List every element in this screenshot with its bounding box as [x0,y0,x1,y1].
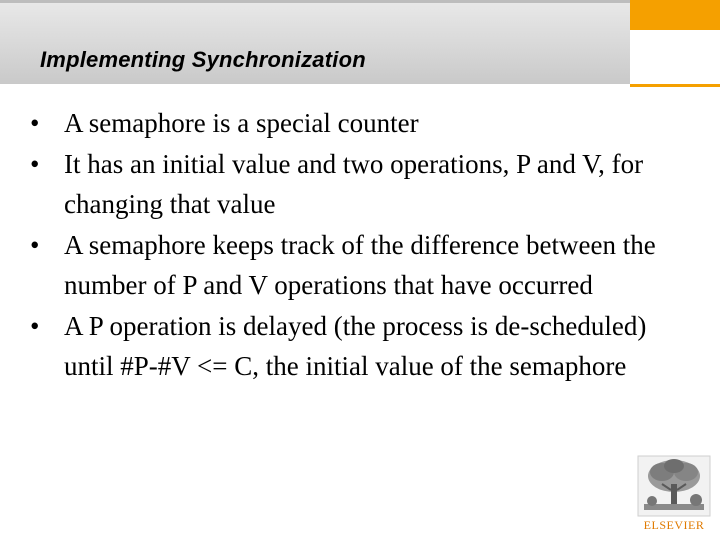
bullet-item-1 [30,103,670,144]
elsevier-tree-icon [636,454,712,518]
slide-title: Implementing Synchronization [40,47,366,72]
bullet-dot: • [30,108,40,138]
bullet-text: A P operation is delayed (the process is de-scheduled) until #P-#V <= C, the initial value of the semaphore [64,310,647,381]
bullet-text: It has an initial value and two operations, P and V, for changing that value [64,148,644,219]
bullet-dot: • [30,310,40,341]
bullet-item-4 [30,306,670,387]
orange-accent-block [630,0,720,30]
bullet-item-3 [30,225,670,306]
bullet-text: A semaphore is a special counter [64,108,419,138]
bullet-dot: • [30,229,40,260]
elsevier-wordmark: ELSEVIER [643,518,705,532]
bullet-text: A semaphore keeps track of the difference between the number of P and V operations that have occurred [64,229,656,300]
title-bar-top-edge [0,0,630,3]
title-bar [0,0,630,84]
bullet-list [30,103,670,387]
bullet-item-2 [30,144,670,225]
orange-accent-line [630,84,720,87]
bullet-dot: • [30,148,40,179]
elsevier-logo [636,454,712,536]
